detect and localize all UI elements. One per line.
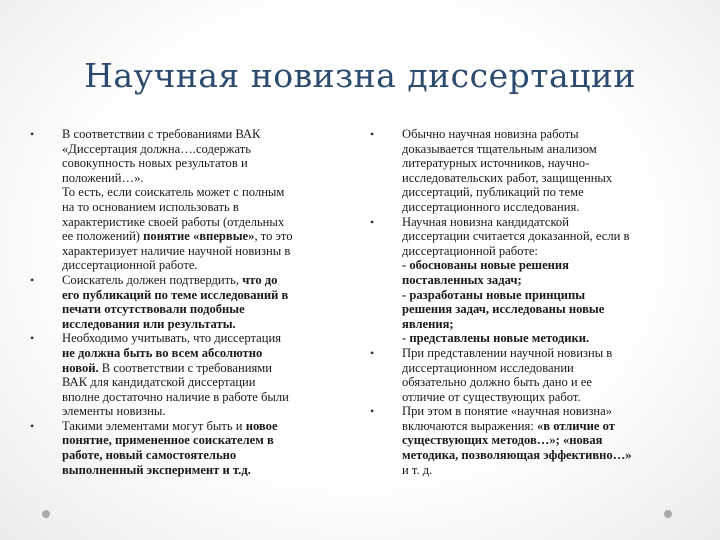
text-line: поставленных задач; bbox=[402, 272, 522, 287]
text-line: диссертационного исследования. bbox=[402, 199, 580, 214]
text-line bbox=[62, 361, 350, 376]
bullet-dot: • bbox=[370, 127, 375, 141]
bullet-dot: • bbox=[370, 404, 375, 419]
left-bullet-3 bbox=[30, 331, 350, 419]
text-line: его публикаций по теме исследований в bbox=[62, 287, 289, 302]
text-line bbox=[62, 229, 350, 244]
text-line: решения задач, исследованы новые bbox=[402, 302, 605, 317]
text-line: Обычно научная новизна работы bbox=[402, 127, 579, 141]
text-line: и т. д. bbox=[402, 462, 433, 477]
text-run: , то это bbox=[254, 229, 293, 244]
text-run: ее положений) bbox=[62, 229, 144, 244]
text-line: «Диссертация должна….содержать bbox=[62, 141, 251, 156]
text-line: В соответствии с требованиями ВАК bbox=[62, 127, 261, 141]
slide-title: Научная новизна диссертации bbox=[84, 56, 636, 95]
emphasis-text: новое bbox=[245, 418, 278, 433]
text-line: характеристике своей работы (отдельных bbox=[62, 214, 285, 229]
text-run: включаются выражения: bbox=[402, 418, 537, 433]
text-line: положений…». bbox=[62, 170, 144, 185]
text-line: То есть, если соискатель может с полным bbox=[62, 185, 285, 200]
text-line: обязательно должно быть дано и ее bbox=[402, 375, 592, 390]
text-line bbox=[62, 273, 350, 288]
right-bullet-1 bbox=[370, 127, 690, 215]
left-column bbox=[30, 127, 350, 477]
emphasis-text: новой. bbox=[62, 360, 99, 375]
text-line: литературных источников, научно- bbox=[402, 156, 590, 171]
text-run: Такими элементами могут быть и bbox=[62, 418, 246, 433]
text-line bbox=[402, 419, 690, 434]
emphasis-text: «в отличие от bbox=[536, 418, 615, 433]
bullet-dot: • bbox=[30, 331, 35, 346]
nav-dot-left bbox=[42, 510, 50, 518]
text-line: вполне достаточно наличие в работе были bbox=[62, 389, 289, 404]
text-line: характеризует наличие научной новизны в bbox=[62, 243, 291, 258]
emphasis-text: что до bbox=[242, 272, 278, 287]
text-line: диссертационной работе. bbox=[62, 258, 198, 273]
text-line: - обоснованы новые решения bbox=[402, 258, 569, 273]
text-line: методика, позволяющая эффективно…» bbox=[402, 448, 632, 463]
text-line: Научная новизна кандидатской bbox=[402, 214, 569, 229]
text-run: Соискатель должен подтвердить, bbox=[62, 272, 243, 287]
bullet-dot: • bbox=[370, 345, 375, 360]
text-line: на то основанием использовать в bbox=[62, 199, 239, 214]
text-line: существующих методов…»; «новая bbox=[402, 433, 603, 448]
text-line: выполненный эксперимент и т.д. bbox=[62, 462, 251, 477]
right-bullet-3 bbox=[370, 346, 690, 404]
text-line: - разработаны новые принципы bbox=[402, 287, 586, 302]
text-line: ВАК для кандидатской диссертации bbox=[62, 375, 256, 390]
text-line: исследования или результаты. bbox=[62, 316, 236, 331]
text-line: диссертаций, публикаций по теме bbox=[402, 185, 584, 200]
text-line: При представлении научной новизны в bbox=[402, 345, 613, 360]
text-line bbox=[62, 419, 350, 434]
text-line: печати отсутствовали подобные bbox=[62, 302, 245, 317]
text-line: отличие от существующих работ. bbox=[402, 389, 581, 404]
right-bullet-2 bbox=[370, 215, 690, 346]
bullet-dot: • bbox=[30, 127, 35, 141]
bullet-dot: • bbox=[30, 418, 35, 433]
right-column bbox=[370, 127, 690, 477]
text-line: явления; bbox=[402, 316, 454, 331]
text-line: совокупность новых результатов и bbox=[62, 156, 248, 171]
text-line: При этом в понятие «научная новизна» bbox=[402, 404, 613, 419]
text-line: Необходимо учитывать, что диссертация bbox=[62, 331, 281, 346]
text-run: В соответствии с требованиями bbox=[98, 360, 272, 375]
text-line: диссертационной работе: bbox=[402, 243, 538, 258]
text-line: диссертации считается доказанной, если в bbox=[402, 229, 630, 244]
right-bullet-4 bbox=[370, 404, 690, 477]
text-line: исследовательских работ, защищенных bbox=[402, 170, 613, 185]
left-bullet-1 bbox=[30, 127, 350, 273]
nav-dot-right bbox=[664, 510, 672, 518]
left-bullet-2 bbox=[30, 273, 350, 331]
left-bullet-4 bbox=[30, 419, 350, 477]
text-line: понятие, примененное соискателем в bbox=[62, 433, 274, 448]
text-line: не должна быть во всем абсолютно bbox=[62, 345, 263, 360]
text-line: работе, новый самостоятельно bbox=[62, 448, 237, 463]
emphasis-text: понятие «впервые» bbox=[143, 229, 255, 244]
text-line: диссертационном исследовании bbox=[402, 360, 574, 375]
bullet-dot: • bbox=[30, 272, 35, 287]
text-line: доказывается тщательным анализом bbox=[402, 141, 597, 156]
bullet-dot: • bbox=[370, 214, 375, 229]
text-line: элементы новизны. bbox=[62, 404, 166, 419]
text-line: - представлены новые методики. bbox=[402, 331, 590, 346]
